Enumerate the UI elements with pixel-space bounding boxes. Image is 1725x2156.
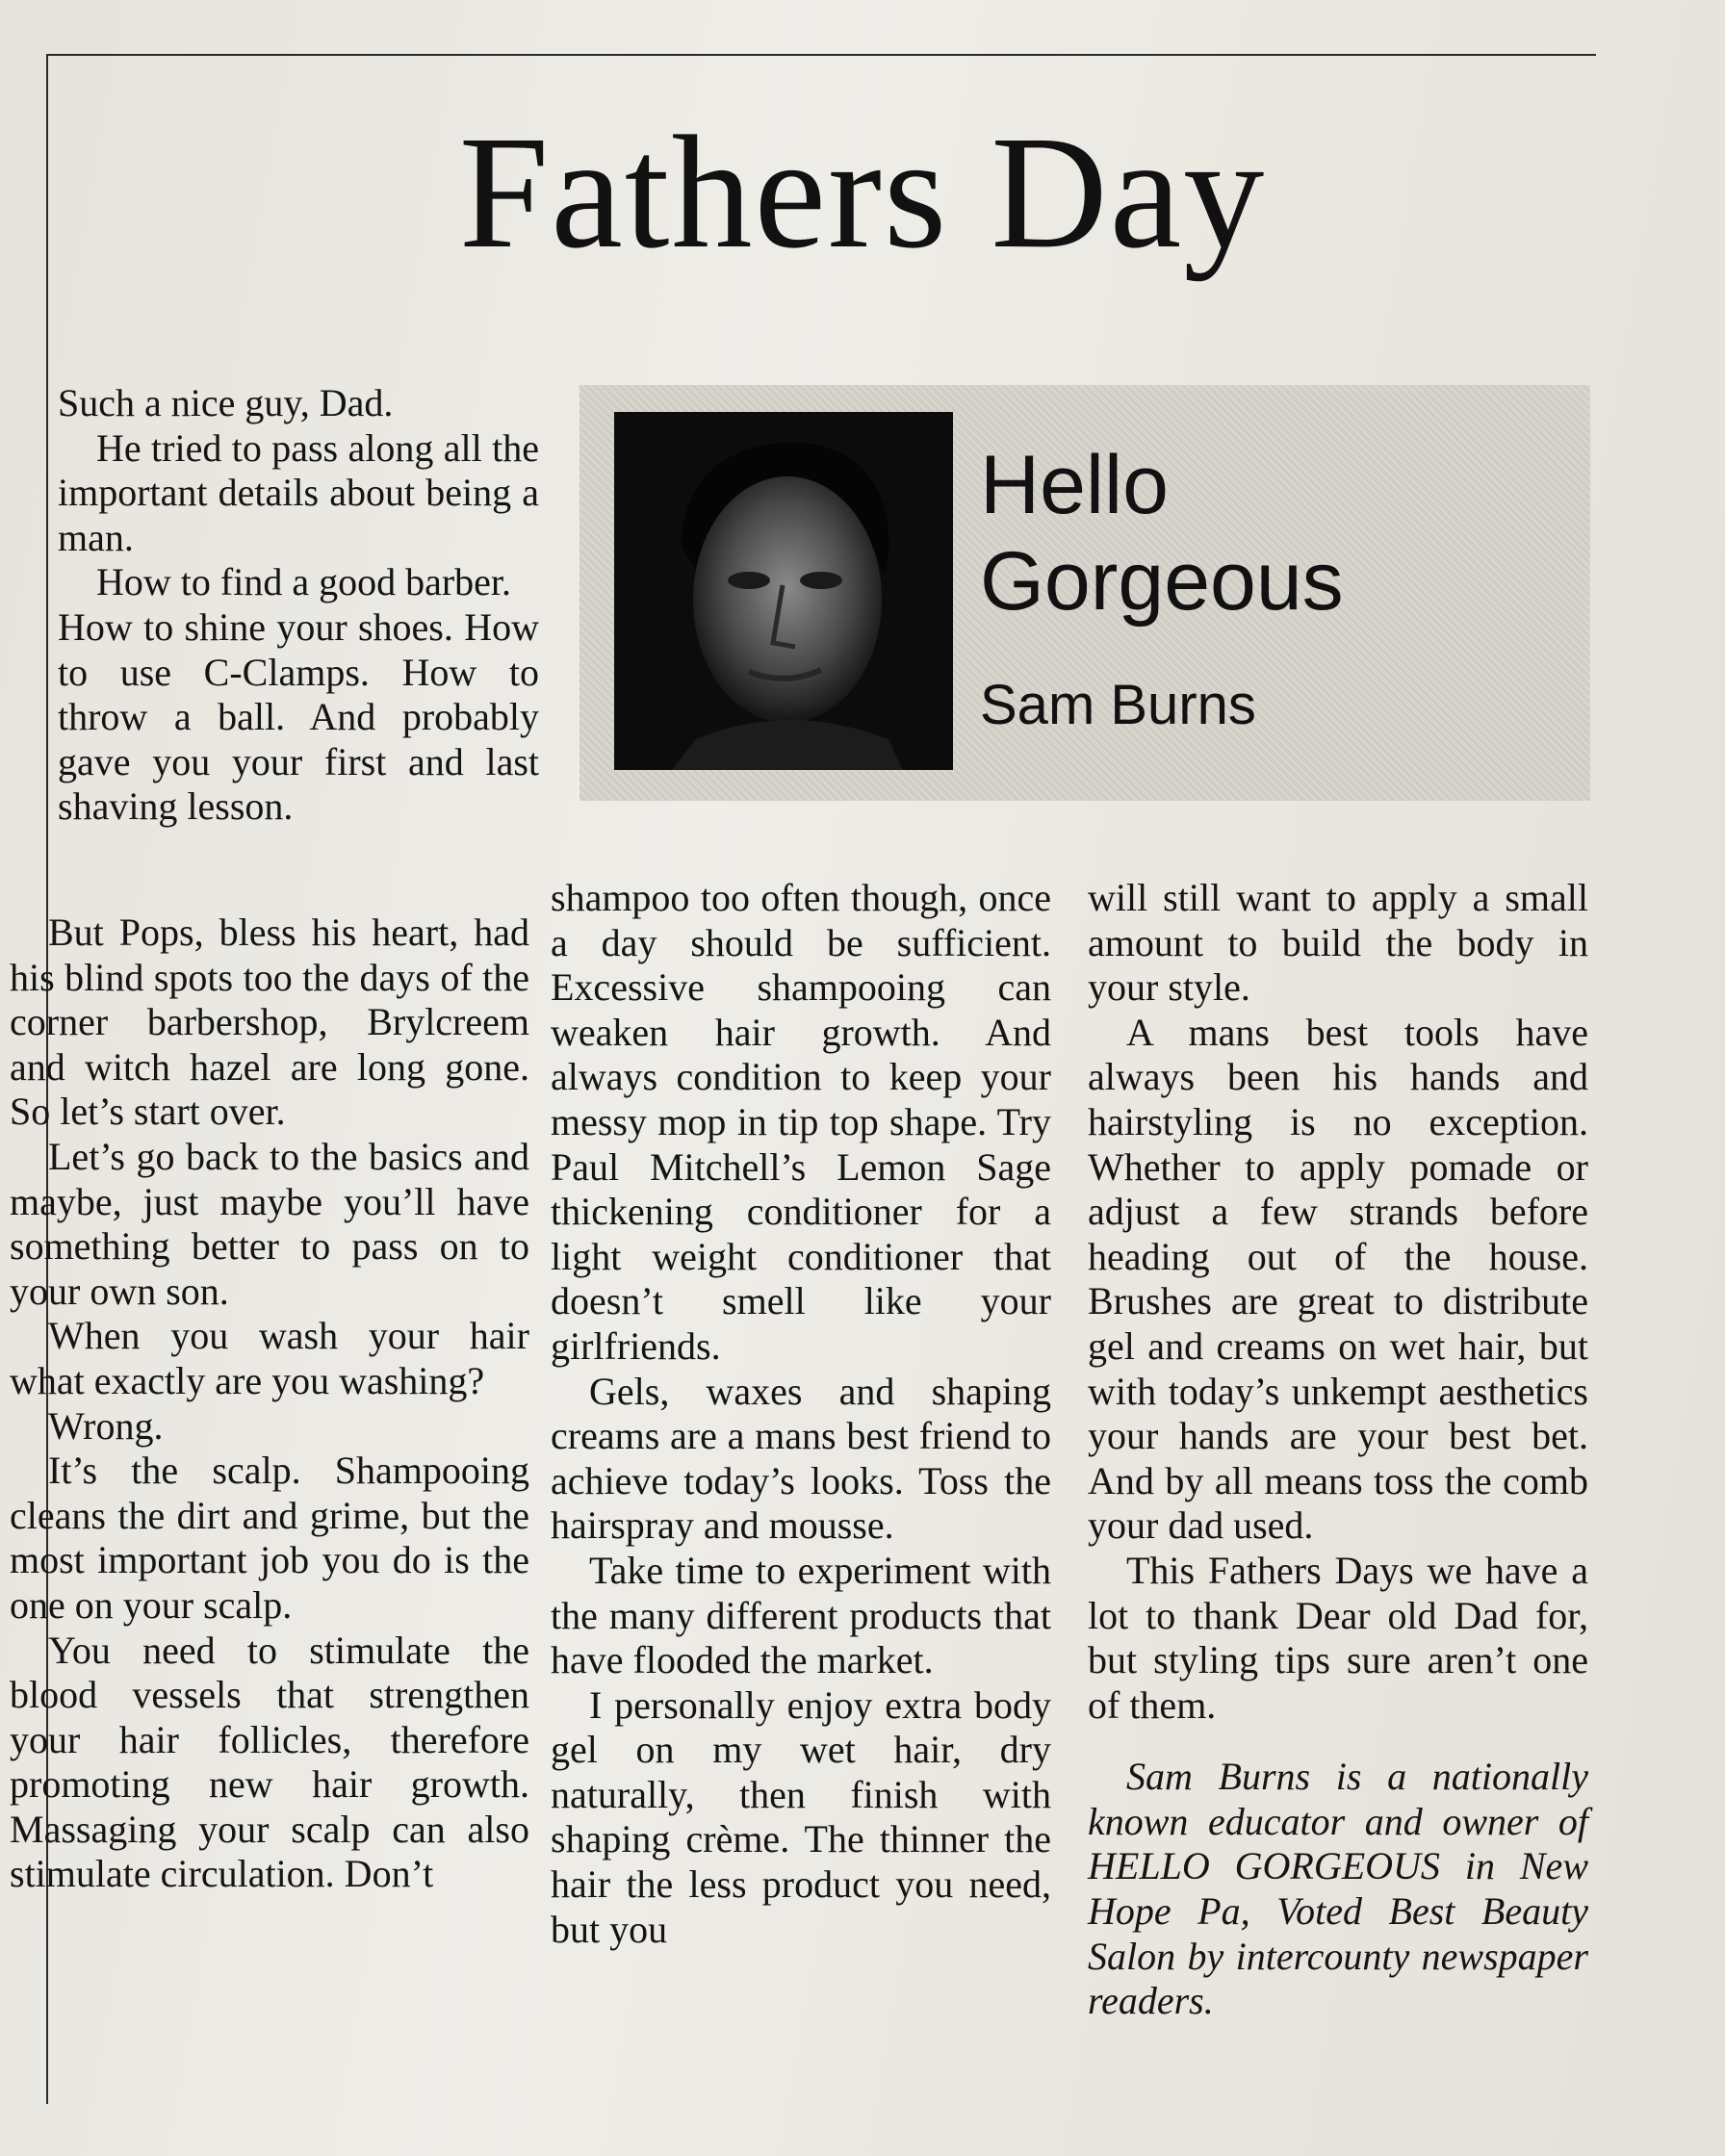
column-title-line2: Gorgeous xyxy=(980,535,1344,628)
article-column-1-lower xyxy=(10,911,529,1897)
paragraph: shampoo too often though, once a day should be sufficient. Excessive shampooing can weaken hair growth. And always condition to keep your messy mop in tip top shape. Try Paul Mitchell’s Lemon Sage thickening conditioner for a light weight conditioner that doesn’t smell like your girlfriends. xyxy=(551,876,1051,1368)
paragraph: How to shine your shoes. How to use C-Clamps. How to throw a ball. And probably gave you your first and last shaving lesson. xyxy=(58,604,539,829)
column-title-line1: Hello xyxy=(980,439,1169,531)
paragraph: A mans best tools have always been his hands and hairstyling is no exception. Whether to apply pomade or adjust a few strands before heading out of the house. Brushes are great to distribute gel and creams on wet hair, but with today’s unkempt aesthetics your hands are your best bet. And by all means toss the comb your dad used. xyxy=(1088,1010,1588,1548)
paragraph: I personally enjoy extra body gel on my wet hair, dry naturally, then finish with shaping crème. The thinner the hair the less product you need, but you xyxy=(551,1682,1051,1951)
paragraph: But Pops, bless his heart, had his blind spots too the days of the corner barbershop, Brylcreem and witch hazel are long gone. So let’s start over. xyxy=(10,911,529,1134)
paragraph: This Fathers Days we have a lot to thank Dear old Dad for, but styling tips sure aren’t one of them. xyxy=(1088,1548,1588,1727)
paragraph: Take time to experiment with the many different products that have flooded the market. xyxy=(551,1548,1051,1682)
paragraph: When you wash your hair what exactly are you washing? xyxy=(10,1314,529,1402)
author-bio: Sam Burns is a nationally known educator and owner of HELLO GORGEOUS in New Hope Pa, Voted Best Beauty Salon by intercounty newspaper readers. xyxy=(1088,1755,1588,2023)
article-column-2 xyxy=(551,876,1051,1952)
paragraph: Gels, waxes and shaping creams are a mans best friend to achieve today’s looks. Toss the hairspray and mousse. xyxy=(551,1369,1051,1548)
paragraph: will still want to apply a small amount to build the body in your style. xyxy=(1088,876,1588,1010)
paragraph: Let’s go back to the basics and maybe, just maybe you’ll have something better to pass on to your own son. xyxy=(10,1134,529,1313)
paragraph: You need to stimulate the blood vessels that strengthen your hair follicles, therefore promoting new hair growth. Massaging your scalp can also stimulate circulation. Don’t xyxy=(10,1628,529,1896)
column-byline: Sam Burns xyxy=(980,674,1256,736)
headline: Fathers Day xyxy=(458,103,1267,282)
top-rule xyxy=(46,54,1596,56)
paragraph: It’s the scalp. Shampooing cleans the dirt and grime, but the most important job you do is the one on your scalp. xyxy=(10,1449,529,1627)
author-bio-block xyxy=(1088,1755,1588,2024)
paragraph: Such a nice guy, Dad. xyxy=(58,381,394,424)
paragraph: How to find a good barber. xyxy=(96,560,512,604)
paragraph: Wrong. xyxy=(48,1403,164,1448)
article-column-3 xyxy=(1088,876,1588,2024)
author-portrait-icon xyxy=(614,412,953,770)
column-header-box xyxy=(579,385,1590,801)
column-title xyxy=(980,437,1558,629)
article-column-1 xyxy=(58,381,539,830)
paragraph: He tried to pass along all the important details about being a man. xyxy=(58,425,539,559)
